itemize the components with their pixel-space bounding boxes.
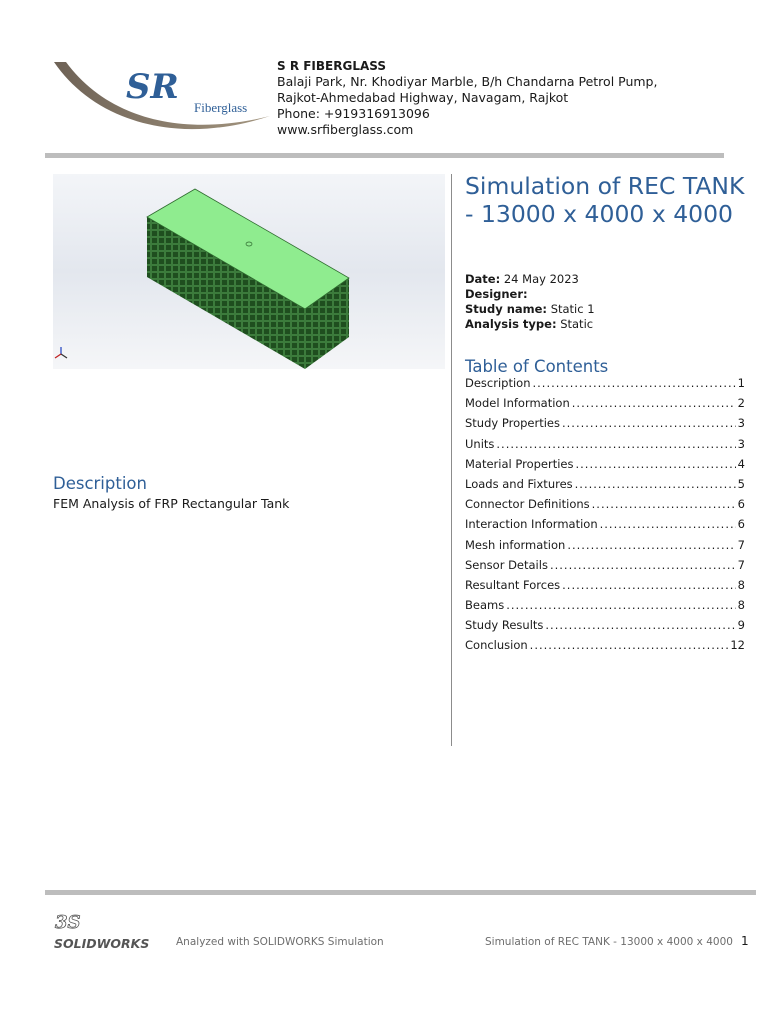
svg-text:3S: 3S bbox=[55, 912, 81, 933]
toc-item-label: Resultant Forces bbox=[465, 577, 561, 592]
toc-item-label: Study Results bbox=[465, 618, 544, 633]
company-logo bbox=[52, 58, 274, 138]
company-address-line2: Rajkot-Ahmedabad Highway, Navagam, Rajkot bbox=[277, 90, 569, 105]
toc-item-label: Model Information bbox=[465, 396, 570, 411]
toc-item[interactable] bbox=[465, 376, 745, 396]
toc-item-page: 6 bbox=[737, 517, 745, 532]
ds-mark-icon bbox=[55, 912, 81, 933]
toc-item[interactable] bbox=[465, 477, 745, 497]
toc-item[interactable] bbox=[465, 638, 745, 658]
meta-study bbox=[465, 302, 595, 317]
toc-leader bbox=[567, 538, 735, 552]
toc-item-label: Material Properties bbox=[465, 456, 574, 471]
toc-item[interactable] bbox=[465, 437, 745, 457]
company-name: S R FIBERGLASS bbox=[277, 59, 387, 73]
toc-leader bbox=[572, 396, 736, 410]
company-address-line1: Balaji Park, Nr. Khodiyar Marble, B/h Chandarna Petrol Pump, bbox=[277, 74, 658, 89]
toc-leader bbox=[575, 477, 736, 491]
toc-item-label: Connector Definitions bbox=[465, 497, 590, 512]
toc-heading: Table of Contents bbox=[465, 357, 609, 376]
study-value: Static 1 bbox=[550, 302, 595, 316]
toc-item[interactable] bbox=[465, 517, 745, 537]
toc-leader bbox=[530, 638, 729, 652]
footer-divider bbox=[45, 890, 756, 895]
footer-report-title: Simulation of REC TANK - 13000 x 4000 x 4000 bbox=[485, 936, 733, 948]
toc-item-page: 7 bbox=[737, 557, 745, 572]
study-label: Study name: bbox=[465, 302, 548, 316]
meta-analysis bbox=[465, 317, 595, 332]
toc-item-page: 12 bbox=[730, 638, 745, 653]
toc-item-label: Units bbox=[465, 436, 495, 451]
description-heading: Description bbox=[53, 474, 147, 493]
toc-leader bbox=[592, 497, 736, 511]
toc-item[interactable] bbox=[465, 578, 745, 598]
toc-item-page: 6 bbox=[737, 497, 745, 512]
toc-leader bbox=[506, 598, 735, 612]
column-divider bbox=[451, 174, 452, 746]
logo-mark: SR bbox=[126, 67, 179, 107]
toc-leader bbox=[576, 457, 736, 471]
toc-item-page: 5 bbox=[737, 476, 745, 491]
report-meta bbox=[465, 272, 595, 332]
solidworks-logo bbox=[53, 908, 163, 952]
designer-label: Designer: bbox=[465, 287, 528, 301]
toc-item-page: 8 bbox=[737, 577, 745, 592]
toc-item-page: 3 bbox=[737, 416, 745, 431]
toc-item-page: 7 bbox=[737, 537, 745, 552]
company-info bbox=[277, 58, 657, 138]
tank-model-image bbox=[53, 174, 445, 369]
toc-item[interactable] bbox=[465, 558, 745, 578]
toc-item-page: 8 bbox=[737, 598, 745, 613]
toc-item-page: 4 bbox=[737, 456, 745, 471]
analysis-value: Static bbox=[560, 317, 594, 331]
header-divider bbox=[45, 153, 724, 158]
toc-item-page: 9 bbox=[737, 618, 745, 633]
company-phone: Phone: +919316913096 bbox=[277, 106, 430, 121]
meta-date bbox=[465, 272, 595, 287]
toc-item-label: Conclusion bbox=[465, 638, 528, 653]
date-label: Date: bbox=[465, 272, 501, 286]
toc-leader bbox=[562, 578, 736, 592]
toc-leader bbox=[600, 517, 736, 531]
meta-designer bbox=[465, 287, 595, 302]
report-title: Simulation of REC TANK - 13000 x 4000 x 4000 bbox=[465, 172, 745, 228]
toc-item-page: 1 bbox=[737, 376, 745, 390]
toc-item-label: Mesh information bbox=[465, 537, 566, 552]
logo-subtext: Fiberglass bbox=[194, 100, 248, 115]
toc-item-page: 2 bbox=[737, 396, 745, 411]
toc-item-page: 3 bbox=[737, 436, 745, 451]
toc-item-label: Interaction Information bbox=[465, 517, 598, 532]
toc-item[interactable] bbox=[465, 457, 745, 477]
footer-analyzed-text: Analyzed with SOLIDWORKS Simulation bbox=[176, 936, 384, 948]
toc-item[interactable] bbox=[465, 497, 745, 517]
toc-item-label: Description bbox=[465, 376, 531, 390]
date-value: 24 May 2023 bbox=[503, 272, 579, 286]
toc-item[interactable] bbox=[465, 598, 745, 618]
toc-item-label: Beams bbox=[465, 598, 505, 613]
footer-page-number: 1 bbox=[741, 934, 749, 948]
toc-leader bbox=[545, 618, 735, 632]
description-text: FEM Analysis of FRP Rectangular Tank bbox=[53, 496, 290, 511]
toc-item[interactable] bbox=[465, 416, 745, 436]
toc-leader bbox=[496, 437, 735, 451]
toc-item[interactable] bbox=[465, 618, 745, 638]
company-website[interactable]: www.srfiberglass.com bbox=[277, 122, 414, 137]
toc-leader bbox=[550, 558, 736, 572]
solidworks-wordmark: SOLIDWORKS bbox=[54, 936, 150, 951]
toc-item[interactable] bbox=[465, 396, 745, 416]
toc-item[interactable] bbox=[465, 538, 745, 558]
toc-item-label: Study Properties bbox=[465, 416, 560, 431]
analysis-label: Analysis type: bbox=[465, 317, 557, 331]
table-of-contents bbox=[465, 376, 745, 659]
toc-leader bbox=[533, 376, 736, 390]
toc-leader bbox=[562, 416, 736, 430]
toc-item-label: Sensor Details bbox=[465, 557, 548, 572]
toc-item-label: Loads and Fixtures bbox=[465, 476, 573, 491]
